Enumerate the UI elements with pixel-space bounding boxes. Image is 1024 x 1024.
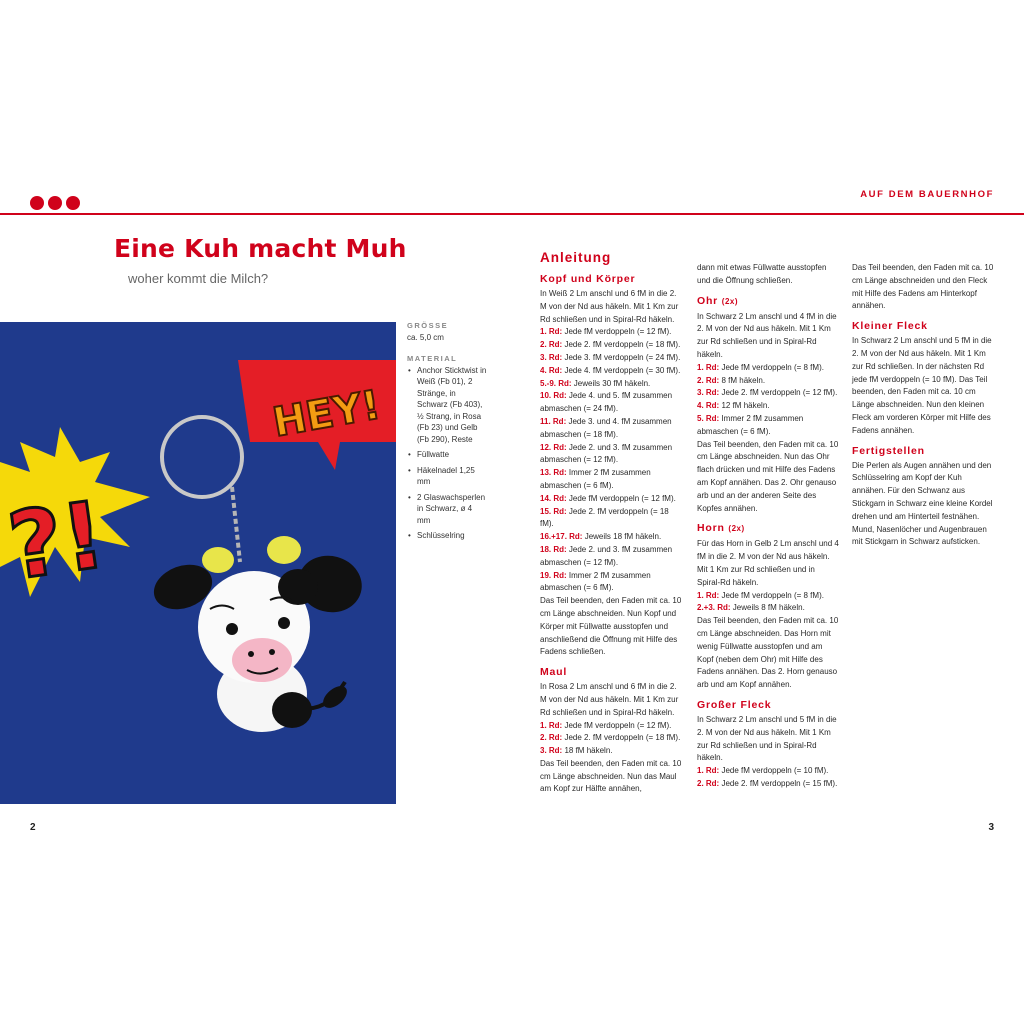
- cow-muzzle: [232, 638, 292, 682]
- row-label: 5. Rd:: [697, 413, 720, 423]
- row-text: Jede 2. fM verdoppeln (= 18 fM).: [540, 506, 669, 529]
- row-text: Jede 2. fM verdoppeln (= 12 fM).: [719, 388, 838, 398]
- row-list: [697, 362, 839, 439]
- row-text: Jeweils 18 fM häkeln.: [582, 532, 662, 542]
- section-heading-ohr: [697, 294, 839, 309]
- instructions-column-2: [697, 262, 839, 791]
- instruction-row: [540, 732, 682, 745]
- column-continuation: dann mit etwas Füllwatte ausstopfen und die Öffnung schließen.: [697, 263, 827, 285]
- row-label: 1. Rd:: [697, 590, 720, 600]
- eye-right: [278, 617, 290, 629]
- product-photo: [0, 322, 396, 804]
- decorative-dots: [30, 196, 80, 210]
- row-text: 18 fM häkeln.: [562, 746, 613, 756]
- horn-count: (2x): [728, 524, 745, 534]
- row-label: 3. Rd:: [697, 388, 720, 398]
- page-number-left: 2: [30, 822, 36, 833]
- instruction-row: [540, 467, 682, 493]
- instruction-row: [540, 442, 682, 468]
- instruction-row: [697, 400, 839, 413]
- instruction-row: [540, 352, 682, 365]
- instruction-row: [540, 390, 682, 416]
- row-text: 12 fM häkeln.: [719, 401, 770, 411]
- instructions-column-3: [852, 262, 994, 549]
- kopf-intro: In Weiß 2 Lm anschl und 6 fM in die 2. M von der Nd aus häkeln. Mit 1 Km zur Rd schließen und in Spiral-Rd häkeln.: [540, 289, 679, 324]
- instruction-row: [697, 362, 839, 375]
- page-subtitle: woher kommt die Milch?: [128, 271, 269, 286]
- row-text: Jede fM verdoppeln (= 8 fM).: [719, 362, 824, 372]
- row-label: 1. Rd:: [697, 362, 720, 372]
- row-label: 14. Rd:: [540, 493, 567, 503]
- page-title: Eine Kuh macht Muh: [114, 234, 407, 263]
- instruction-row: [697, 778, 839, 791]
- specs-panel: [407, 320, 487, 546]
- section-heading-kopf: Kopf und Körper: [540, 273, 636, 285]
- instruction-row: [697, 765, 839, 778]
- horn-heading-text: Horn: [697, 522, 725, 535]
- ohr-count: (2x): [721, 296, 739, 306]
- material-list: [407, 365, 487, 542]
- row-label: 4. Rd:: [697, 401, 720, 411]
- row-text: Jeweils 30 fM häkeln.: [571, 378, 651, 388]
- instruction-row: [540, 378, 682, 391]
- maul-outro: Das Teil beenden, den Faden mit ca. 10 cm Länge abschneiden. Nun das Maul am Kopf zur Hälfte annähen,: [540, 758, 682, 794]
- ohr-heading-text: Ohr: [697, 294, 719, 307]
- row-text: Jede fM verdoppeln (= 12 fM).: [562, 720, 672, 730]
- row-label: 1. Rd:: [697, 766, 720, 776]
- section-heading-horn: [697, 521, 839, 536]
- section-heading-kleiner-fleck: Kleiner Fleck: [852, 320, 928, 333]
- row-text: Immer 2 fM zusammen abmaschen (= 6 fM).: [540, 570, 651, 593]
- dot: [30, 196, 44, 210]
- instruction-row: [540, 745, 682, 758]
- row-label: 2. Rd:: [540, 733, 563, 743]
- instruction-row: [540, 531, 682, 544]
- row-list: [540, 720, 682, 758]
- column-continuation: Das Teil beenden, den Faden mit ca. 10 cm Länge abschneiden und den Fleck mit Hilfe des Fadens am Hinterkopf annähen.: [852, 263, 994, 311]
- row-text: Jede 2. fM verdoppeln (= 18 fM).: [562, 733, 681, 743]
- material-item: • Anchor Sticktwist in Weiß (Fb 01), 2 Stränge, in Schwarz (Fb 403), ½ Strang, in Rosa (Fb 23) und Gelb (Fb 290), Reste: [407, 365, 487, 446]
- page-number-right: 3: [988, 822, 994, 833]
- section-heading-grosser-fleck: Großer Fleck: [697, 698, 772, 711]
- row-label: 12. Rd:: [540, 442, 567, 452]
- horn-right: [267, 536, 301, 564]
- section-heading-fertigstellen: Fertigstellen: [852, 444, 925, 457]
- row-label: 1. Rd:: [540, 720, 563, 730]
- row-text: Jede 2. fM verdoppeln (= 15 fM).: [719, 778, 838, 788]
- maul-intro: In Rosa 2 Lm anschl und 6 fM in die 2. M von der Nd aus häkeln. Mit 1 Km zur Rd schließen und in Spiral-Rd häkeln.: [540, 682, 679, 717]
- row-label: 10. Rd:: [540, 391, 567, 401]
- instruction-row: [540, 506, 682, 532]
- row-list: [697, 590, 839, 616]
- instruction-row: [697, 387, 839, 400]
- instruction-row: [540, 720, 682, 733]
- material-item: • Häkelnadel 1,25 mm: [407, 465, 487, 488]
- horn-intro: Für das Horn in Gelb 2 Lm anschl und 4 fM in die 2. M von der Nd aus häkeln. Mit 1 Km zur Rd schließen und in Spiral-Rd häkeln.: [697, 539, 839, 587]
- row-text: Jede fM verdoppeln (= 8 fM).: [719, 590, 824, 600]
- dot: [66, 196, 80, 210]
- section-header: AUF DEM BAUERNHOF: [860, 189, 994, 200]
- row-text: Jede fM verdoppeln (= 12 fM).: [562, 327, 672, 337]
- material-item: • 2 Glaswachsperlen in Schwarz, ø 4 mm: [407, 492, 487, 527]
- row-label: 2. Rd:: [540, 340, 563, 350]
- row-text: Jede 3. fM verdoppeln (= 24 fM).: [562, 352, 681, 362]
- row-text: 8 fM häkeln.: [719, 375, 766, 385]
- instruction-row: [697, 602, 839, 615]
- instruction-row: [540, 416, 682, 442]
- grosser-fleck-intro: In Schwarz 2 Lm anschl und 5 fM in die 2. M von der Nd aus häkeln. Mit 1 Km zur Rd schließen und in Spiral-Rd häkeln.: [697, 714, 837, 763]
- ohr-intro: In Schwarz 2 Lm anschl und 4 fM in die 2. M von der Nd aus häkeln. Mit 1 Km zur Rd schließen und in Spiral-Rd häkeln.: [697, 311, 837, 359]
- header-rule: [0, 213, 1024, 215]
- row-label: 18. Rd:: [540, 544, 567, 554]
- row-label: 5.-9. Rd:: [540, 378, 572, 388]
- row-text: Immer 2 fM zusammen abmaschen (= 6 fM).: [697, 413, 804, 436]
- row-text: Jede fM verdoppeln (= 10 fM).: [719, 766, 829, 776]
- instruction-row: [697, 590, 839, 603]
- instructions-heading: Anleitung: [540, 250, 612, 265]
- row-text: Jede 4. und 5. fM zusammen abmaschen (= 24 fM).: [540, 391, 673, 414]
- row-text: Jede 4. fM verdoppeln (= 30 fM).: [562, 365, 681, 375]
- row-list: [697, 765, 839, 791]
- size-value: ca. 5,0 cm: [407, 332, 444, 342]
- burst-text: ?!: [2, 481, 112, 601]
- dot: [48, 196, 62, 210]
- kopf-outro: Das Teil beenden, den Faden mit ca. 10 cm Länge abschneiden. Nun Kopf und Körper mit Füllwatte ausstopfen und anschließend die Öffnung mit Hilfe des Fadens schließen.: [540, 596, 682, 657]
- eye-left: [226, 623, 238, 635]
- material-label: MATERIAL: [407, 354, 458, 363]
- row-label: 16.+17. Rd:: [540, 532, 583, 542]
- row-text: Jeweils 8 fM häkeln.: [730, 603, 805, 613]
- fertigstellen-text: Die Perlen als Augen annähen und den Schlüsselring am Kopf der Kuh annähen. Für den Schwanz aus Stickgarn in Schwarz eine kleine Kordel drehen und am Hinterteil festnähen. Mund, Nasenlöcher und Augenbrauen mit Stickgarn in Schwarz aufsticken.: [852, 460, 993, 547]
- section-heading-maul: Maul: [540, 666, 568, 679]
- size-label: GRÖSSE: [407, 321, 449, 330]
- instruction-row: [540, 493, 682, 506]
- row-label: 19. Rd:: [540, 570, 567, 580]
- instruction-row: [540, 570, 682, 596]
- row-label: 3. Rd:: [540, 746, 563, 756]
- row-text: Jede fM verdoppeln (= 12 fM).: [566, 493, 676, 503]
- row-label: 3. Rd:: [540, 352, 563, 362]
- row-label: 15. Rd:: [540, 506, 567, 516]
- row-text: Immer 2 fM zusammen abmaschen (= 6 fM).: [540, 468, 651, 490]
- material-item: • Füllwatte: [407, 449, 487, 461]
- kleiner-fleck-text: In Schwarz 2 Lm anschl und 5 fM in die 2. M von der Nd aus häkeln. Mit 1 Km zur Rd schließen. In der nächsten Rd jede fM verdoppeln (= 10 fM). Das Teil beenden, den Faden mit ca. 10 cm Länge abschneiden. Nun den kleinen Fleck am vorderen Körper mit Hilfe des Fadens annähen.: [852, 336, 992, 435]
- row-label: 4. Rd:: [540, 365, 563, 375]
- row-label: 1. Rd:: [540, 327, 563, 337]
- row-label: 13. Rd:: [540, 468, 567, 478]
- instruction-row: [540, 326, 682, 339]
- row-label: 2.+3. Rd:: [697, 603, 731, 613]
- instructions-column-1: [540, 250, 682, 796]
- instruction-row: [540, 339, 682, 352]
- instruction-row: [697, 413, 839, 439]
- instruction-row: [540, 544, 682, 570]
- row-text: Jede 2. und 3. fM zusammen abmaschen (= 12 fM).: [540, 442, 673, 465]
- row-label: 2. Rd:: [697, 375, 720, 385]
- instruction-row: [540, 365, 682, 378]
- row-list: [540, 326, 682, 595]
- row-text: Jede 2. und 3. fM zusammen abmaschen (= 12 fM).: [540, 544, 673, 567]
- instruction-row: [697, 375, 839, 388]
- horn-outro: Das Teil beenden, den Faden mit ca. 10 cm Länge abschneiden. Das Horn mit wenig Füllwatte ausstopfen und am Kopf (neben dem Ohr) mit Hilfe des Fadens annähen. Das 2. Horn genauso arb und am Kopf annähen.: [697, 616, 839, 690]
- row-text: Jede 2. fM verdoppeln (= 18 fM).: [562, 340, 681, 350]
- row-text: Jede 3. und 4. fM zusammen abmaschen (= 18 fM).: [540, 416, 672, 439]
- material-item: • Schlüsselring: [407, 530, 487, 542]
- speech-text: HEY!: [269, 382, 384, 447]
- horn-left: [202, 547, 234, 573]
- ohr-outro: Das Teil beenden, den Faden mit ca. 10 cm Länge abschneiden. Nun das Ohr flach drücken und mit Hilfe des Fadens am Kopf annähen. Das 2. Ohr genauso arb und an der anderen Seite des Kopfes annähen.: [697, 439, 839, 513]
- row-label: 11. Rd:: [540, 416, 567, 426]
- row-label: 2. Rd:: [697, 778, 720, 788]
